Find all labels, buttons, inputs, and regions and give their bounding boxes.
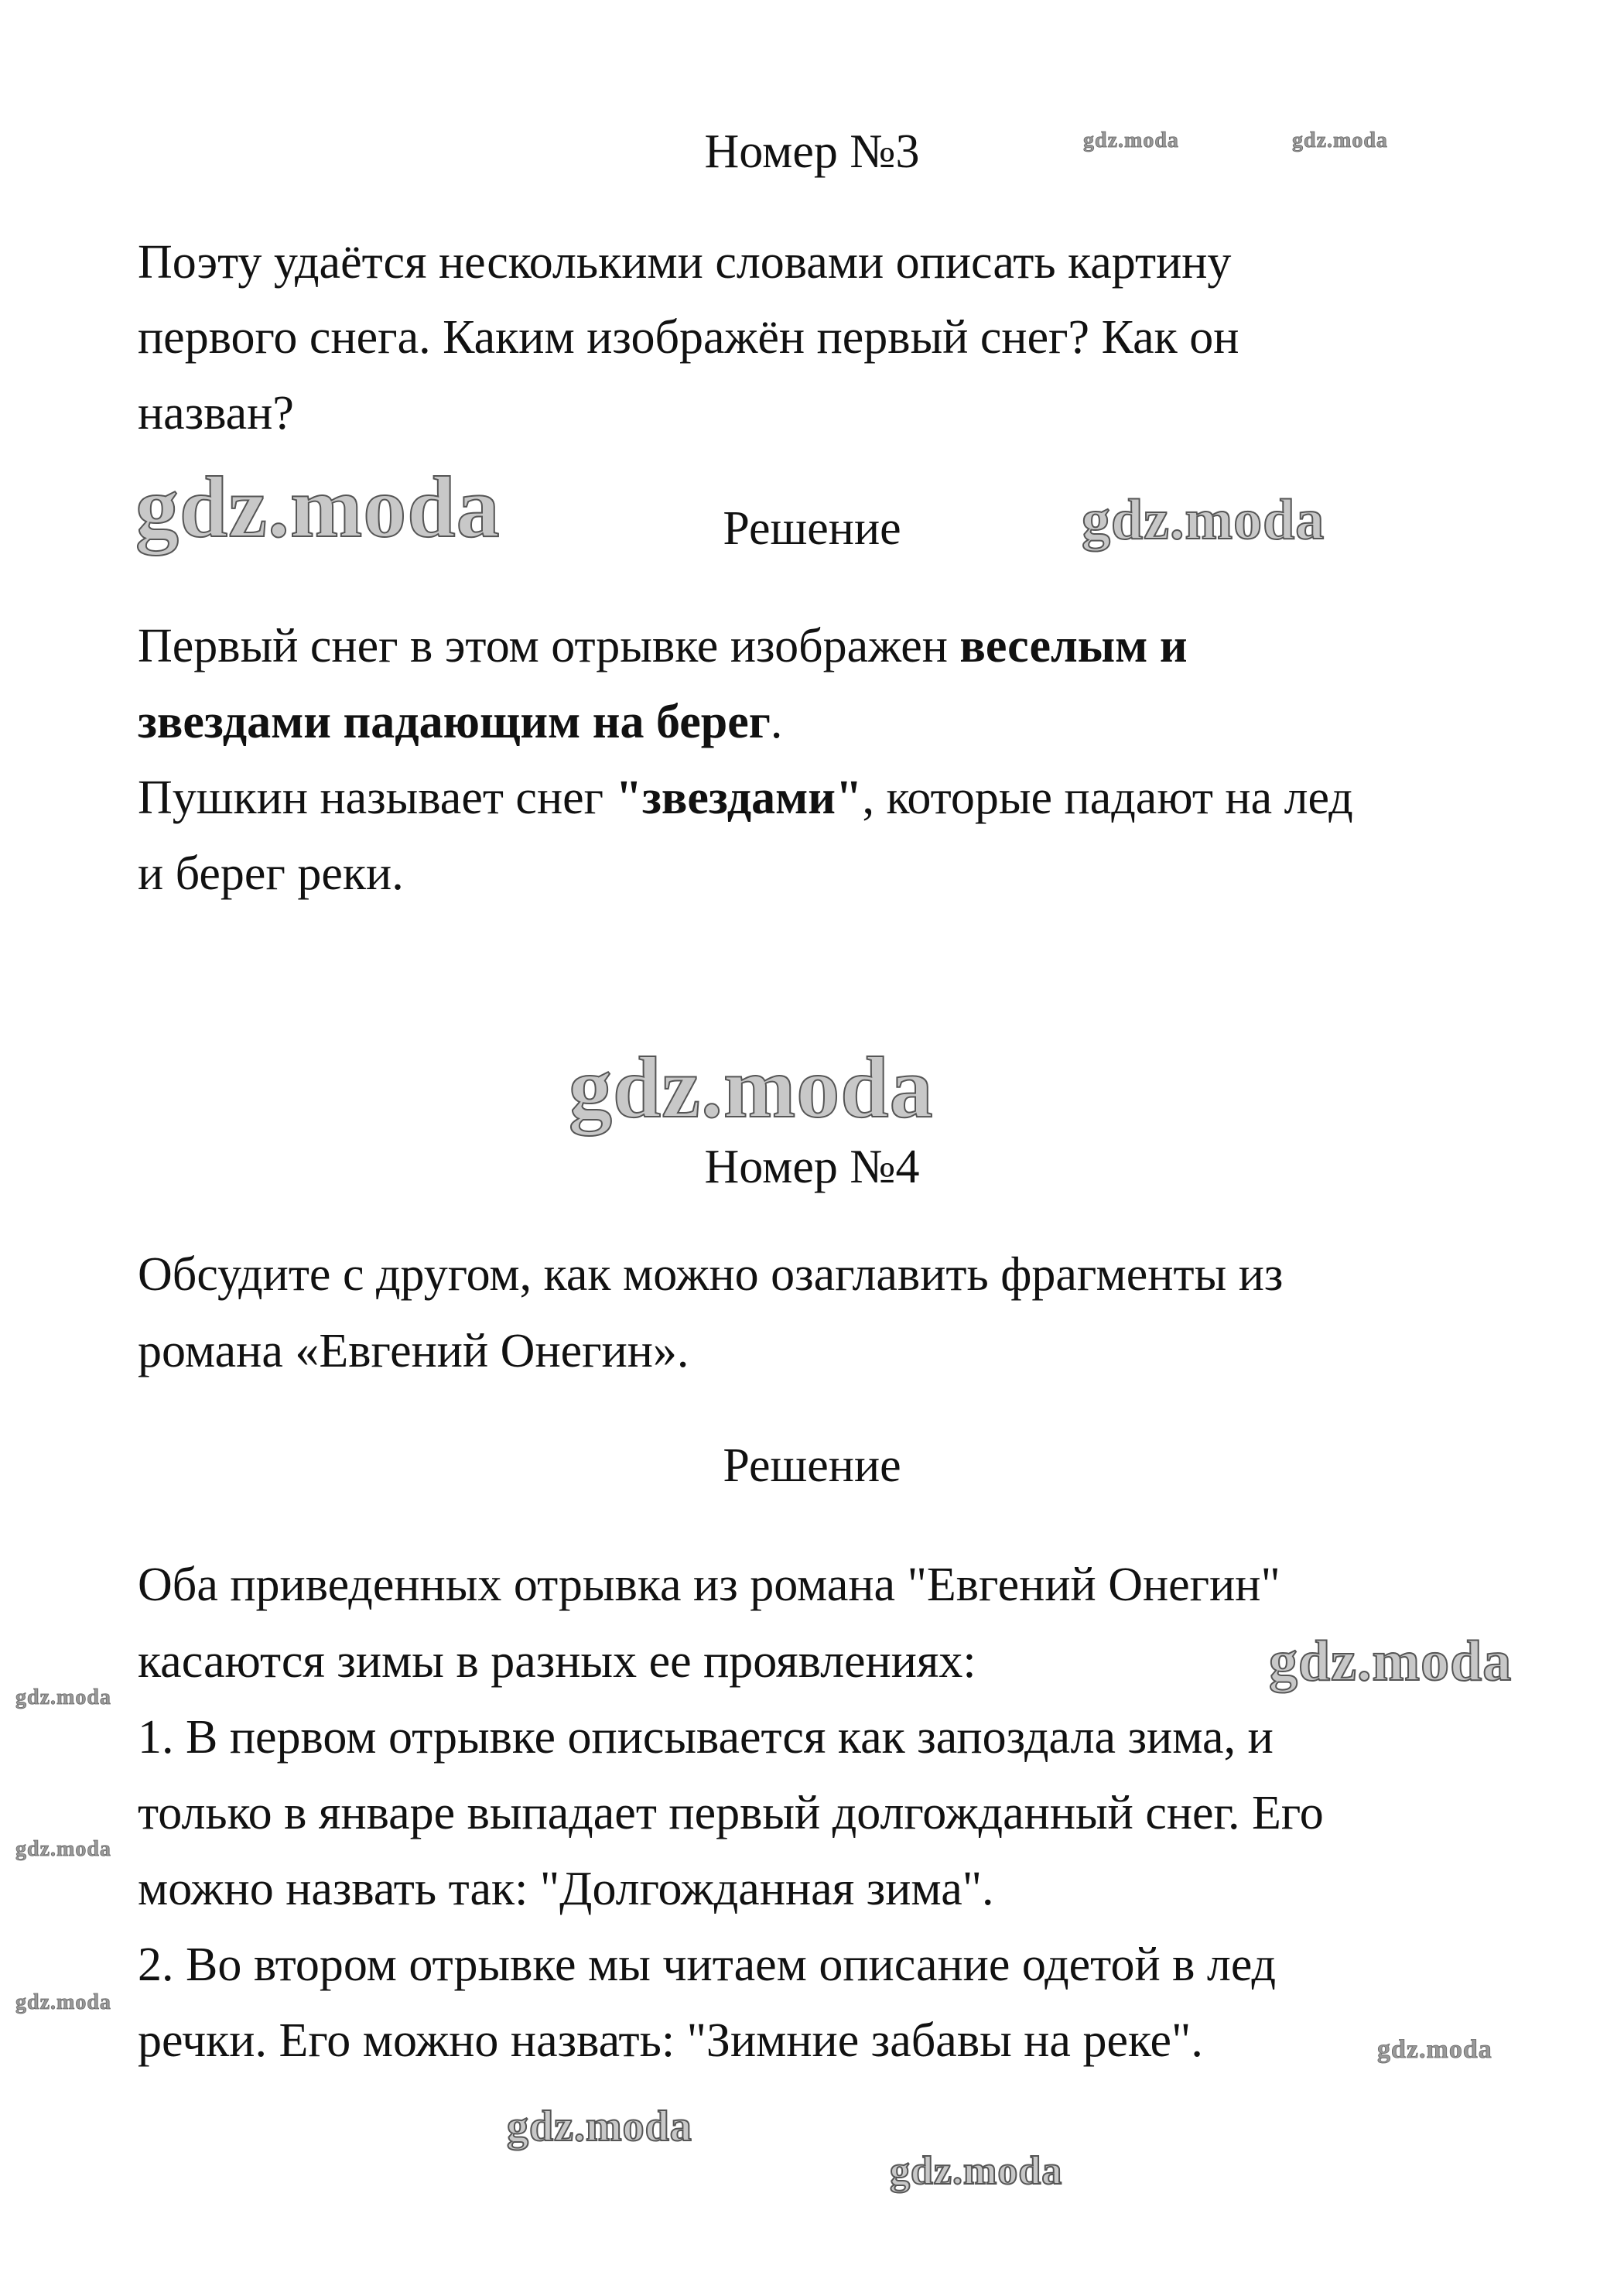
task4-solution-label: Решение xyxy=(723,1439,901,1492)
task4-answer-line: 2. Во втором отрывке мы читаем описание одетой в лед xyxy=(138,1938,1277,1991)
task3-answer-line xyxy=(138,698,782,746)
watermark: gdz.moda xyxy=(507,2103,692,2151)
watermark: gdz.moda xyxy=(15,1837,111,1861)
task3-question-line: первого снега. Каким изображён первый снег? Как он xyxy=(138,311,1239,364)
watermark: gdz.moda xyxy=(15,1685,111,1709)
task4-answer-line: Оба приведенных отрывка из романа "Евгений Онегин" xyxy=(138,1559,1280,1611)
task3-question-line: назван? xyxy=(138,387,294,440)
task3-title: Номер №3 xyxy=(704,125,920,178)
task3-answer-line xyxy=(138,622,1188,670)
watermark: gdz.moda xyxy=(135,460,501,556)
task4-question-line: Обсудите с другом, как можно озаглавить фрагменты из xyxy=(138,1248,1284,1301)
task4-answer-line: речки. Его можно назвать: "Зимние забавы на реке". xyxy=(138,2014,1203,2067)
watermark: gdz.moda xyxy=(1269,1630,1513,1693)
task3-question-line: Поэту удаётся несколькими словами описать картину xyxy=(138,236,1232,289)
watermark: gdz.moda xyxy=(1377,2035,1492,2064)
task3-answer-line: и берег реки. xyxy=(138,847,404,900)
bold-text: "звездами" xyxy=(615,772,863,824)
text: Первый снег в этом отрывке изображен xyxy=(138,620,960,672)
task4-answer-line: 1. В первом отрывке описывается как запоздала зима, и xyxy=(138,1711,1274,1764)
watermark: gdz.moda xyxy=(1083,128,1179,152)
bold-text: веселым и xyxy=(959,620,1188,672)
task4-title: Номер №4 xyxy=(704,1141,920,1193)
watermark: gdz.moda xyxy=(1292,128,1388,152)
watermark: gdz.moda xyxy=(15,1990,111,2014)
text: . xyxy=(770,696,783,748)
watermark: gdz.moda xyxy=(1082,488,1325,552)
task4-question-line: романа «Евгений Онегин». xyxy=(138,1325,689,1377)
task4-answer-line: только в январе выпадает первый долгожданный снег. Его xyxy=(138,1787,1324,1839)
watermark: gdz.moda xyxy=(569,1040,934,1136)
text: , которые падают на лед xyxy=(862,772,1353,824)
text: Пушкин называет снег xyxy=(138,772,616,824)
watermark: gdz.moda xyxy=(890,2149,1063,2193)
bold-text: звездами падающим на берег xyxy=(138,696,771,748)
task4-answer-line: можно назвать так: "Долгожданная зима". xyxy=(138,1863,994,1915)
task3-solution-label: Решение xyxy=(723,502,901,555)
task4-answer-line: касаются зимы в разных ее проявлениях: xyxy=(138,1635,976,1688)
task3-answer-line xyxy=(138,774,1353,822)
